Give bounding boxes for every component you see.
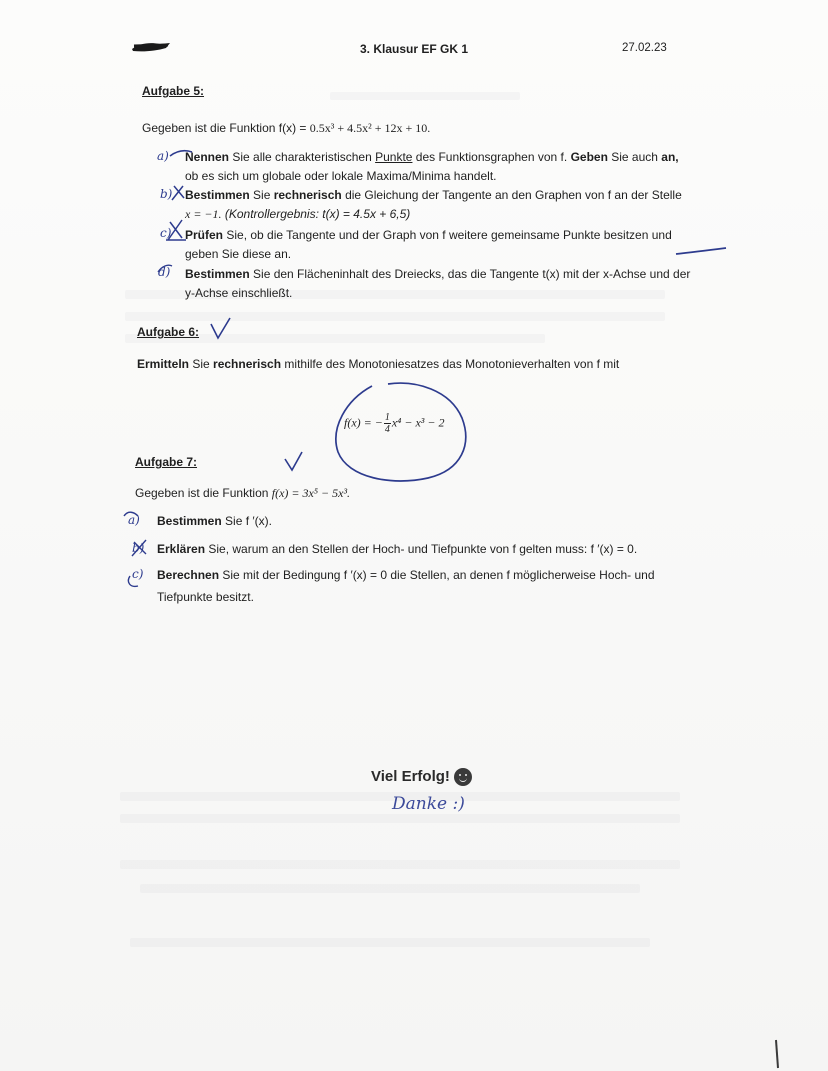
exam-date: 27.02.23 bbox=[622, 42, 667, 54]
closing-text: Viel Erfolg! bbox=[371, 768, 472, 786]
bleed-through bbox=[120, 814, 680, 823]
dash-mark bbox=[676, 248, 726, 254]
bleed-through bbox=[140, 884, 640, 893]
fraction: $\frac{1}{4}$ bbox=[384, 412, 390, 435]
smiley-icon bbox=[454, 768, 472, 786]
aufgabe5-c-line1: Prüfen Sie, ob die Tangente und der Graph von f weitere gemeinsame Punkte besitzen und bbox=[185, 228, 672, 242]
aufgabe5-a-marker: a) bbox=[157, 149, 169, 163]
aufgabe7-a-marker: a) bbox=[128, 513, 140, 527]
handwritten-reply: Danke :) bbox=[392, 794, 465, 814]
aufgabe5-b-marker: b) bbox=[160, 187, 173, 201]
aufgabe7-heading: Aufgabe 7: bbox=[135, 455, 198, 469]
bleed-through bbox=[125, 312, 665, 321]
aufgabe5-c-line2: geben Sie diese an. bbox=[185, 247, 292, 261]
aufgabe5-d-marker: d) bbox=[158, 265, 171, 279]
aufgabe5-b-line1: Bestimmen Sie rechnerisch die Gleichung der Tangente an den Graphen von f an der Stelle bbox=[185, 188, 682, 202]
aufgabe5-b-line2: x = −1. (Kontrollergebnis: t(x) = 4.5x + 6,5) bbox=[185, 207, 411, 221]
aufgabe7-b-marker: b) bbox=[132, 541, 145, 555]
pencil-stroke bbox=[776, 1040, 778, 1068]
aufgabe7-c-marker: c) bbox=[132, 567, 144, 581]
aufgabe6-heading: Aufgabe 6: bbox=[137, 325, 200, 339]
aufgabe7-c-line2: Tiefpunkte besitzt. bbox=[157, 590, 254, 604]
aufgabe5-intro: Gegeben ist die Funktion f(x) = 0.5x³ + 4.5x² + 12x + 10. bbox=[142, 121, 431, 135]
aufgabe7-b-line: Erklären Sie, warum an den Stellen der Hoch- und Tiefpunkte von f gelten muss: f ′(x) = 0. bbox=[157, 542, 638, 556]
check-icon bbox=[285, 452, 302, 470]
exam-title: 3. Klausur EF GK 1 bbox=[360, 42, 469, 56]
aufgabe5-c-marker: c) bbox=[160, 226, 172, 240]
bleed-through bbox=[120, 860, 680, 869]
aufgabe5-a-line2: ob es sich um globale oder lokale Maxima/Minima handelt. bbox=[185, 169, 497, 183]
bleed-through bbox=[330, 92, 520, 100]
aufgabe6-text: Ermitteln Sie rechnerisch mithilfe des Monotoniesatzes das Monotonieverhalten von f mit bbox=[137, 357, 620, 371]
bleed-through bbox=[130, 938, 650, 947]
cross-mark bbox=[172, 186, 184, 200]
aufgabe6-function: f(x) = − $\frac{1}{4}$ x⁴ − x³ − 2 bbox=[344, 412, 445, 435]
aufgabe7-intro: Gegeben ist die Funktion f(x) = 3x⁵ − 5x³. bbox=[135, 486, 351, 500]
aufgabe5-a-line1: Nennen Sie alle charakteristischen Punkte des Funktionsgraphen von f. Geben Sie auch an, bbox=[185, 150, 679, 164]
redacted-name bbox=[130, 40, 172, 52]
aufgabe7-a-line: Bestimmen Sie f ′(x). bbox=[157, 514, 272, 528]
aufgabe5-heading: Aufgabe 5: bbox=[142, 84, 205, 98]
aufgabe5-d-line1: Bestimmen Sie den Flächeninhalt des Dreiecks, das die Tangente t(x) mit der x-Achse und der bbox=[185, 267, 691, 281]
aufgabe5-d-line2: y-Achse einschließt. bbox=[185, 286, 293, 300]
aufgabe7-c-line1: Berechnen Sie mit der Bedingung f ′(x) = 0 die Stellen, an denen f möglicherweise Hoch- und bbox=[157, 568, 655, 582]
